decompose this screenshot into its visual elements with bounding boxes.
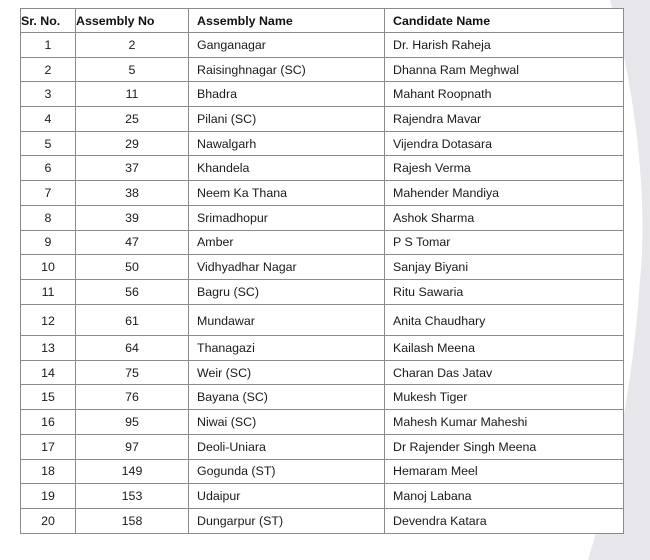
cell-candidate-name: Ashok Sharma: [385, 205, 624, 230]
table-row: [21, 181, 624, 206]
cell-assembly-no: 95: [76, 410, 189, 435]
table-row: [21, 508, 624, 533]
cell-sr-no: 9: [21, 230, 76, 255]
cell-sr-no: 20: [21, 508, 76, 533]
cell-assembly-name: Bayana (SC): [189, 385, 385, 410]
table-row: [21, 156, 624, 181]
cell-candidate-name: Rajesh Verma: [385, 156, 624, 181]
table-row: [21, 360, 624, 385]
cell-assembly-name: Srimadhopur: [189, 205, 385, 230]
cell-sr-no: 5: [21, 131, 76, 156]
header-assembly-no: Assembly No: [76, 9, 189, 33]
cell-candidate-name: Ritu Sawaria: [385, 279, 624, 304]
cell-candidate-name: Anita Chaudhary: [385, 304, 624, 336]
table-row: [21, 434, 624, 459]
table-row: [21, 336, 624, 361]
cell-assembly-no: 153: [76, 484, 189, 509]
cell-candidate-name: Sanjay Biyani: [385, 255, 624, 280]
cell-candidate-name: Dhanna Ram Meghwal: [385, 57, 624, 82]
cell-sr-no: 8: [21, 205, 76, 230]
cell-assembly-no: 97: [76, 434, 189, 459]
cell-assembly-no: 64: [76, 336, 189, 361]
cell-assembly-no: 158: [76, 508, 189, 533]
cell-assembly-name: Vidhyadhar Nagar: [189, 255, 385, 280]
cell-candidate-name: Devendra Katara: [385, 508, 624, 533]
cell-assembly-name: Pilani (SC): [189, 107, 385, 132]
cell-assembly-no: 76: [76, 385, 189, 410]
cell-sr-no: 14: [21, 360, 76, 385]
header-candidate-name: Candidate Name: [385, 9, 624, 33]
cell-assembly-name: Neem Ka Thana: [189, 181, 385, 206]
cell-assembly-name: Ganganagar: [189, 33, 385, 58]
table-row: [21, 304, 624, 336]
cell-assembly-name: Gogunda (ST): [189, 459, 385, 484]
cell-sr-no: 6: [21, 156, 76, 181]
cell-assembly-name: Bhadra: [189, 82, 385, 107]
cell-sr-no: 4: [21, 107, 76, 132]
table-row: [21, 205, 624, 230]
cell-assembly-name: Niwai (SC): [189, 410, 385, 435]
header-sr-no: Sr. No.: [21, 9, 76, 33]
cell-assembly-no: 2: [76, 33, 189, 58]
cell-candidate-name: Manoj Labana: [385, 484, 624, 509]
table-row: [21, 131, 624, 156]
cell-candidate-name: Mahant Roopnath: [385, 82, 624, 107]
cell-assembly-no: 47: [76, 230, 189, 255]
cell-assembly-no: 29: [76, 131, 189, 156]
cell-sr-no: 16: [21, 410, 76, 435]
cell-sr-no: 1: [21, 33, 76, 58]
table-row: [21, 82, 624, 107]
cell-assembly-name: Udaipur: [189, 484, 385, 509]
cell-sr-no: 7: [21, 181, 76, 206]
cell-sr-no: 12: [21, 304, 76, 336]
cell-assembly-name: Khandela: [189, 156, 385, 181]
cell-assembly-name: Thanagazi: [189, 336, 385, 361]
cell-assembly-name: Dungarpur (ST): [189, 508, 385, 533]
cell-sr-no: 3: [21, 82, 76, 107]
table-row: [21, 279, 624, 304]
cell-assembly-name: Amber: [189, 230, 385, 255]
cell-assembly-no: 149: [76, 459, 189, 484]
cell-assembly-no: 11: [76, 82, 189, 107]
cell-candidate-name: Dr Rajender Singh Meena: [385, 434, 624, 459]
cell-sr-no: 2: [21, 57, 76, 82]
table-row: [21, 57, 624, 82]
cell-sr-no: 18: [21, 459, 76, 484]
cell-candidate-name: Mukesh Tiger: [385, 385, 624, 410]
cell-candidate-name: Charan Das Jatav: [385, 360, 624, 385]
cell-sr-no: 13: [21, 336, 76, 361]
table-row: [21, 230, 624, 255]
cell-assembly-no: 37: [76, 156, 189, 181]
cell-candidate-name: Dr. Harish Raheja: [385, 33, 624, 58]
cell-assembly-name: Raisinghnagar (SC): [189, 57, 385, 82]
table-row: [21, 107, 624, 132]
candidate-list-table: [20, 8, 624, 534]
header-assembly-name: Assembly Name: [189, 9, 385, 33]
cell-candidate-name: Kailash Meena: [385, 336, 624, 361]
table-header-row: [21, 9, 624, 33]
cell-candidate-name: Hemaram Meel: [385, 459, 624, 484]
cell-assembly-no: 50: [76, 255, 189, 280]
table-row: [21, 410, 624, 435]
cell-sr-no: 10: [21, 255, 76, 280]
cell-candidate-name: Mahender Mandiya: [385, 181, 624, 206]
cell-assembly-no: 61: [76, 304, 189, 336]
cell-assembly-no: 38: [76, 181, 189, 206]
table-row: [21, 484, 624, 509]
table-row: [21, 459, 624, 484]
cell-assembly-name: Bagru (SC): [189, 279, 385, 304]
cell-assembly-no: 5: [76, 57, 189, 82]
cell-assembly-name: Deoli-Uniara: [189, 434, 385, 459]
table-row: [21, 255, 624, 280]
cell-assembly-no: 75: [76, 360, 189, 385]
cell-sr-no: 15: [21, 385, 76, 410]
cell-assembly-name: Weir (SC): [189, 360, 385, 385]
cell-assembly-name: Nawalgarh: [189, 131, 385, 156]
cell-candidate-name: Rajendra Mavar: [385, 107, 624, 132]
table-row: [21, 385, 624, 410]
cell-candidate-name: Mahesh Kumar Maheshi: [385, 410, 624, 435]
cell-candidate-name: Vijendra Dotasara: [385, 131, 624, 156]
cell-assembly-name: Mundawar: [189, 304, 385, 336]
cell-sr-no: 17: [21, 434, 76, 459]
cell-sr-no: 19: [21, 484, 76, 509]
cell-assembly-no: 25: [76, 107, 189, 132]
cell-candidate-name: P S Tomar: [385, 230, 624, 255]
table-row: [21, 33, 624, 58]
cell-assembly-no: 39: [76, 205, 189, 230]
cell-assembly-no: 56: [76, 279, 189, 304]
cell-sr-no: 11: [21, 279, 76, 304]
